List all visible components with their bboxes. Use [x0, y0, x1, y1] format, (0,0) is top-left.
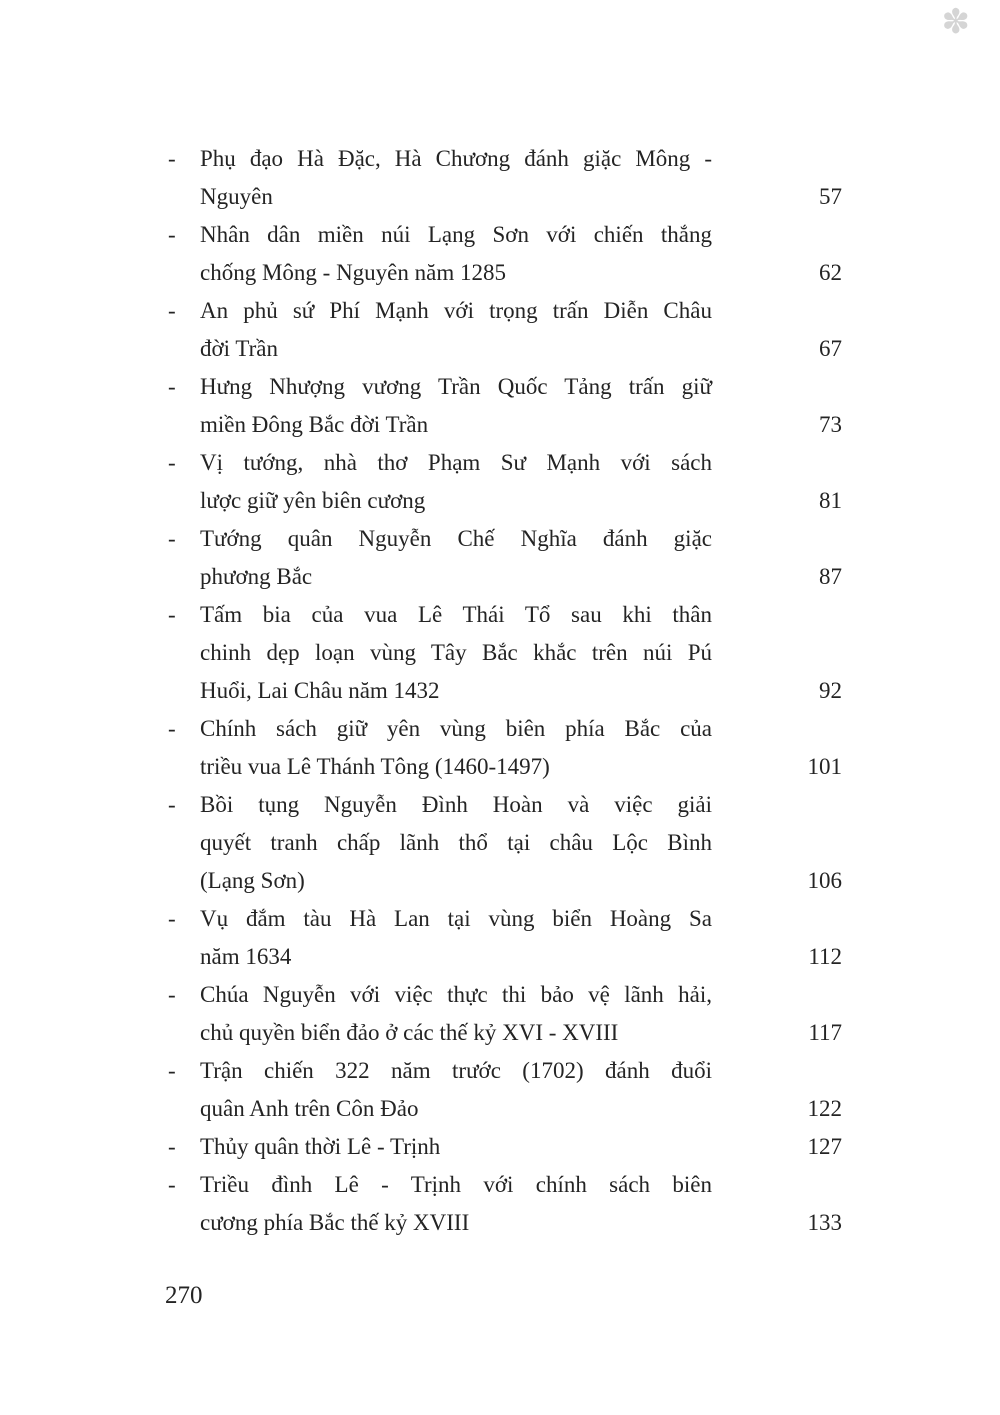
entry-page-number: 112 — [808, 944, 842, 969]
entry-line-final — [200, 672, 842, 710]
dash-bullet: - — [168, 716, 176, 741]
entry-line-final — [200, 748, 842, 786]
entry-line-final — [200, 178, 842, 216]
entry-page-number: 62 — [819, 260, 842, 285]
entry-line-final — [200, 406, 842, 444]
toc-entry — [168, 1128, 842, 1166]
flower-watermark-icon: ✽ — [941, 4, 970, 41]
toc-entry — [168, 140, 842, 216]
entry-line: Chúa Nguyễn với việc thực thi bảo vệ lãnh hải, — [200, 982, 712, 1007]
entry-page-number: 127 — [807, 1134, 842, 1159]
entry-text — [200, 1166, 842, 1242]
entry-text — [200, 368, 842, 444]
dash-bullet: - — [168, 602, 176, 627]
entry-page-number: 122 — [807, 1096, 842, 1121]
toc-entry — [168, 368, 842, 444]
entry-line-final — [200, 558, 842, 596]
entry-text — [200, 216, 842, 292]
entry-line: An phủ sứ Phí Mạnh với trọng trấn Diễn Châu — [200, 298, 712, 323]
dash-bullet: - — [168, 526, 176, 551]
entry-title-text: đời Trần — [200, 336, 278, 361]
entry-line: Tướng quân Nguyễn Chế Nghĩa đánh giặc — [200, 526, 712, 551]
dash-bullet: - — [168, 1134, 176, 1159]
dash-bullet: - — [168, 792, 176, 817]
dash-bullet: - — [168, 1058, 176, 1083]
entry-page-number: 133 — [807, 1210, 842, 1235]
entry-line-final — [200, 938, 842, 976]
toc-entry — [168, 710, 842, 786]
toc-entry — [168, 786, 842, 900]
entry-text — [200, 900, 842, 976]
entry-title-text: năm 1634 — [200, 944, 292, 969]
entry-line-final — [200, 330, 842, 368]
entry-title-text: quân Anh trên Côn Đảo — [200, 1096, 419, 1121]
toc-entry — [168, 1052, 842, 1128]
dash-bullet: - — [168, 146, 176, 171]
entry-page-number: 73 — [819, 412, 842, 437]
entry-line: Triều đình Lê - Trịnh với chính sách biên — [200, 1172, 712, 1197]
toc-entry — [168, 1166, 842, 1242]
entry-text — [200, 292, 842, 368]
entry-line: Nhân dân miền núi Lạng Sơn với chiến thắng — [200, 222, 712, 247]
entry-title-text: cương phía Bắc thế kỷ XVIII — [200, 1210, 470, 1235]
entry-title-text: Thủy quân thời Lê - Trịnh — [200, 1134, 441, 1159]
entry-line: Tấm bia của vua Lê Thái Tổ sau khi thân — [200, 602, 712, 627]
entry-line: Hưng Nhượng vương Trần Quốc Tảng trấn giữ — [200, 374, 712, 399]
dash-bullet: - — [168, 374, 176, 399]
entry-page-number: 117 — [808, 1020, 842, 1045]
entry-line-final — [200, 862, 842, 900]
entry-line-final — [200, 482, 842, 520]
entry-title-text: lược giữ yên biên cương — [200, 488, 426, 513]
entry-title-text: phương Bắc — [200, 564, 313, 589]
entry-line: Chính sách giữ yên vùng biên phía Bắc của — [200, 716, 712, 741]
entry-title-text: (Lạng Sơn) — [200, 868, 305, 893]
entry-line-final — [200, 1204, 842, 1242]
entry-page-number: 81 — [819, 488, 842, 513]
dash-bullet: - — [168, 222, 176, 247]
toc-entry — [168, 520, 842, 596]
dash-bullet: - — [168, 450, 176, 475]
entry-title-text: Huổi, Lai Châu năm 1432 — [200, 678, 440, 703]
entry-text — [200, 140, 842, 216]
entry-title-text: Nguyên — [200, 184, 273, 209]
entry-title-text: miền Đông Bắc đời Trần — [200, 412, 429, 437]
entry-line-final — [200, 1128, 842, 1166]
entry-line-final — [200, 1014, 842, 1052]
toc-entry — [168, 216, 842, 292]
entry-text — [200, 786, 842, 900]
dash-bullet: - — [168, 1172, 176, 1197]
entry-line: Vụ đắm tàu Hà Lan tại vùng biển Hoàng Sa — [200, 906, 712, 931]
entry-line: Phụ đạo Hà Đặc, Hà Chương đánh giặc Mông - — [200, 146, 712, 171]
entry-page-number: 57 — [819, 184, 842, 209]
entry-text — [200, 976, 842, 1052]
entry-line: Trận chiến 322 năm trước (1702) đánh đuổi — [200, 1058, 712, 1083]
dash-bullet: - — [168, 906, 176, 931]
entry-line: Bồi tụng Nguyễn Đình Hoàn và việc giải — [200, 792, 712, 817]
dash-bullet: - — [168, 982, 176, 1007]
toc-entry — [168, 444, 842, 520]
entry-line: chinh dẹp loạn vùng Tây Bắc khắc trên núi Pú — [200, 640, 712, 665]
entry-title-text: chủ quyền biển đảo ở các thế kỷ XVI - XVIII — [200, 1020, 619, 1045]
entry-text — [200, 1128, 842, 1166]
entry-page-number: 101 — [807, 754, 842, 779]
entry-line: Vị tướng, nhà thơ Phạm Sư Mạnh với sách — [200, 450, 712, 475]
entry-page-number: 92 — [819, 678, 842, 703]
entry-title-text: triều vua Lê Thánh Tông (1460-1497) — [200, 754, 550, 779]
entry-text — [200, 596, 842, 710]
entry-page-number: 106 — [807, 868, 842, 893]
page-number: 270 — [165, 1282, 203, 1309]
entry-line-final — [200, 254, 842, 292]
entry-page-number: 87 — [819, 564, 842, 589]
entry-text — [200, 444, 842, 520]
toc-entry — [168, 596, 842, 710]
entry-page-number: 67 — [819, 336, 842, 361]
dash-bullet: - — [168, 298, 176, 323]
toc-entry — [168, 976, 842, 1052]
entry-line-final — [200, 1090, 842, 1128]
entry-text — [200, 520, 842, 596]
toc-entry — [168, 900, 842, 976]
toc-entry — [168, 292, 842, 368]
entry-text — [200, 710, 842, 786]
entry-text — [200, 1052, 842, 1128]
entry-title-text: chống Mông - Nguyên năm 1285 — [200, 260, 506, 285]
entry-line: quyết tranh chấp lãnh thổ tại châu Lộc Bình — [200, 830, 712, 855]
toc-list — [168, 140, 842, 1242]
